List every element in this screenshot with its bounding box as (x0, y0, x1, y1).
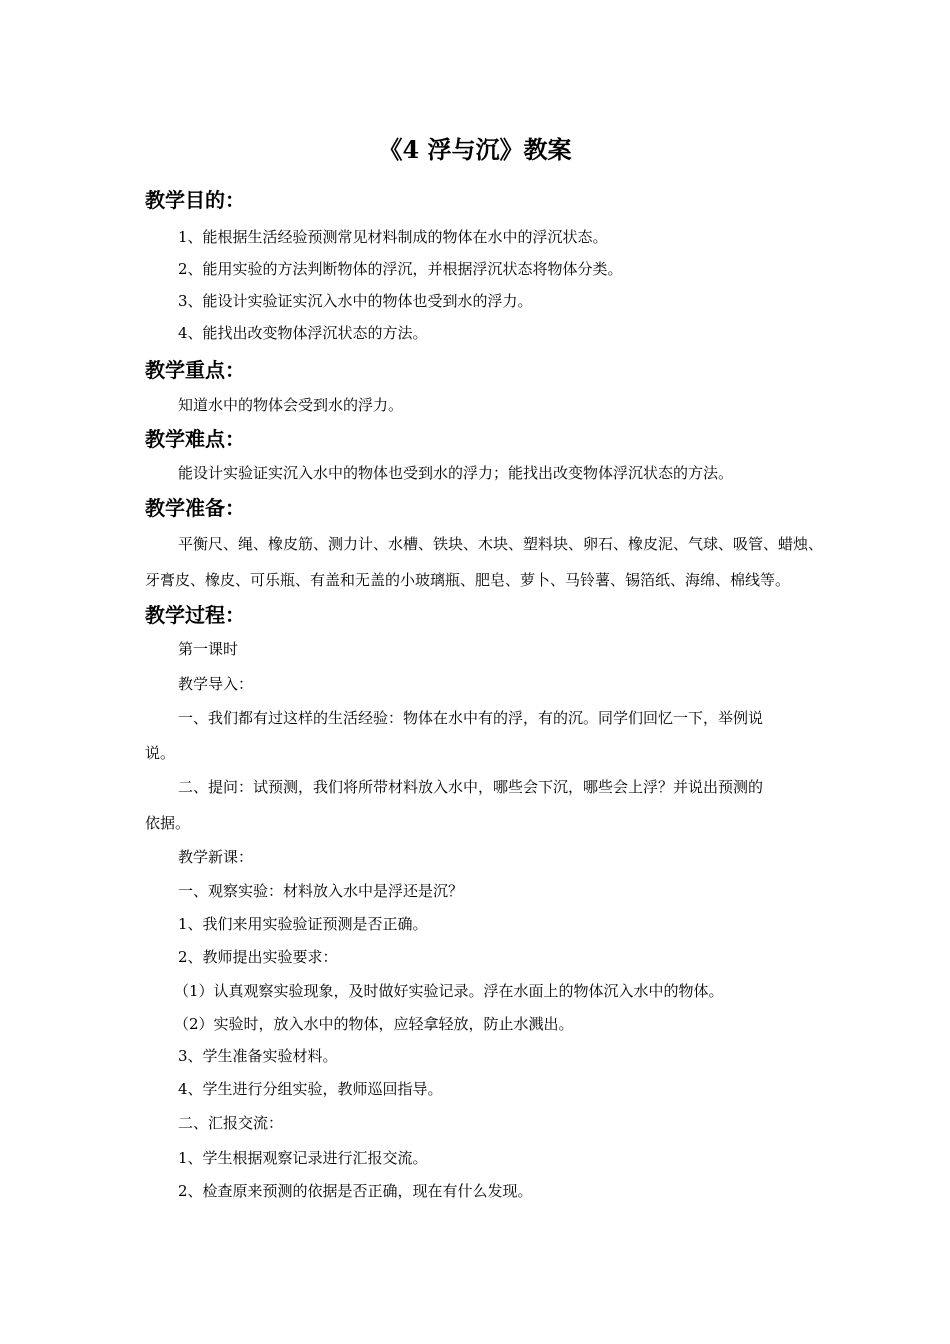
intro-item-2-line-1: 二、提问：试预测，我们将所带材料放入水中，哪些会下沉，哪些会上浮？并说出预测的 (178, 778, 764, 796)
heading-key-points: 教学重点： (145, 358, 245, 382)
heading-preparation: 教学准备： (145, 496, 245, 520)
part1-title: 一、观察实验：材料放入水中是浮还是沉？ (178, 882, 464, 900)
key-points-text: 知道水中的物体会受到水的浮力。 (178, 396, 404, 414)
preparation-line-2: 牙膏皮、橡皮、可乐瓶、有盖和无盖的小玻璃瓶、肥皂、萝卜、马铃薯、锡箔纸、海绵、棉线等。 (145, 571, 791, 589)
part1-step-1: 1、我们来用实验验证预测是否正确。 (178, 915, 428, 933)
part1-requirement-2: （2）实验时，放入水中的物体，应轻拿轻放，防止水溅出。 (174, 1015, 574, 1033)
objective-item-2: 2、能用实验的方法判断物体的浮沉，并根据浮沉状态将物体分类。 (178, 260, 623, 278)
objective-item-1: 1、能根据生活经验预测常见材料制成的物体在水中的浮沉状态。 (178, 228, 608, 246)
new-lesson-label: 教学新课： (178, 848, 254, 866)
part1-step-3: 3、学生准备实验材料。 (178, 1047, 338, 1065)
lesson-label: 第一课时 (178, 640, 239, 658)
objective-item-3: 3、能设计实验证实沉入水中的物体也受到水的浮力。 (178, 292, 533, 310)
part1-step-4: 4、学生进行分组实验，教师巡回指导。 (178, 1080, 443, 1098)
difficulties-text: 能设计实验证实沉入水中的物体也受到水的浮力；能找出改变物体浮沉状态的方法。 (178, 464, 734, 482)
part2-step-2: 2、检查原来预测的依据是否正确，现在有什么发现。 (178, 1182, 533, 1200)
part1-step-2: 2、教师提出实验要求： (178, 948, 338, 966)
intro-label: 教学导入： (178, 675, 254, 693)
heading-objectives: 教学目的： (145, 188, 245, 212)
preparation-line-1: 平衡尺、绳、橡皮筋、测力计、水槽、铁块、木块、塑料块、卵石、橡皮泥、气球、吸管、蜡烛、 (178, 535, 824, 553)
part2-step-1: 1、学生根据观察记录进行汇报交流。 (178, 1149, 428, 1167)
heading-process: 教学过程： (145, 603, 245, 627)
intro-item-1-line-1: 一、我们都有过这样的生活经验：物体在水中有的浮，有的沉。同学们回忆一下，举例说 (178, 709, 764, 727)
heading-difficulties: 教学难点： (145, 427, 245, 451)
part1-requirement-1: （1）认真观察实验现象，及时做好实验记录。浮在水面上的物体沉入水中的物体。 (174, 982, 724, 1000)
intro-item-2-line-2: 依据。 (145, 814, 191, 832)
part2-title: 二、汇报交流： (178, 1114, 284, 1132)
intro-item-1-line-2: 说。 (145, 744, 176, 762)
objective-item-4: 4、能找出改变物体浮沉状态的方法。 (178, 324, 428, 342)
document-title: 《4 浮与沉》教案 (378, 135, 572, 164)
